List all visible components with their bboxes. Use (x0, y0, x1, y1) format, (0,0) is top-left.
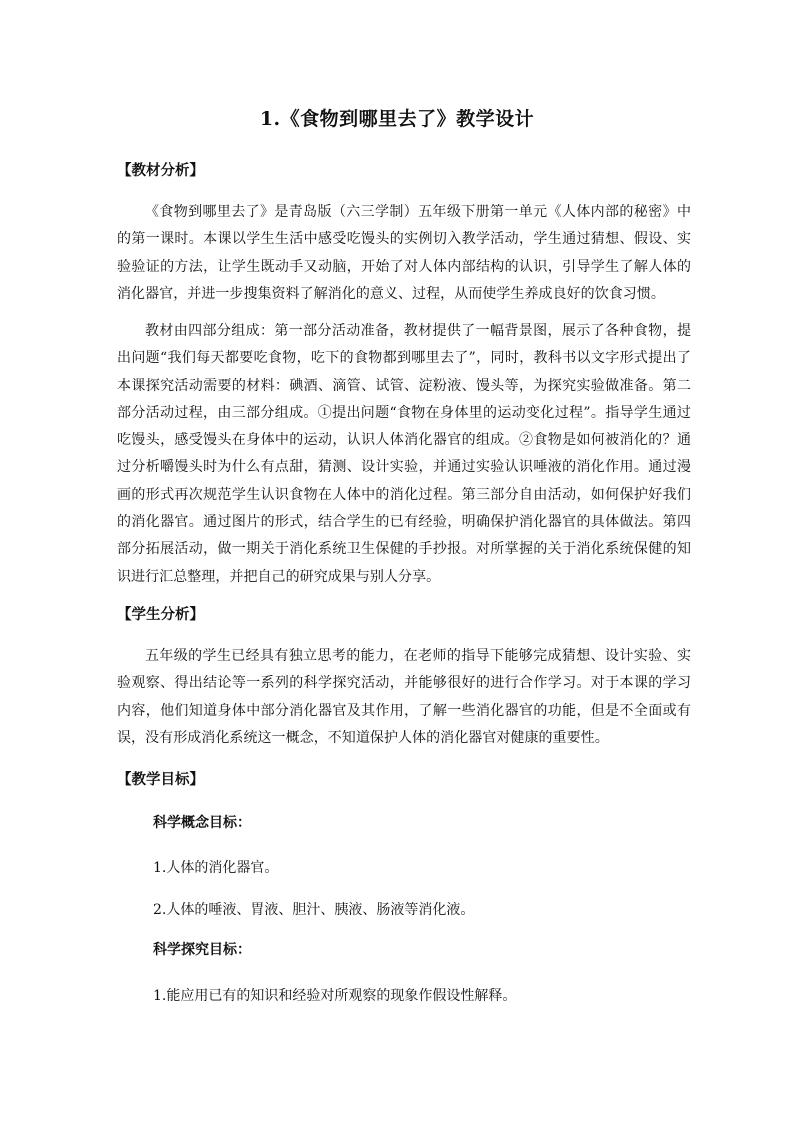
goal-label-science-inquiry: 科学探究目标： (153, 942, 251, 958)
paragraph-textbook-structure: 教材由四部分组成：第一部分活动准备，教材提供了一幅背景图，展示了各种食物，提出问题“我们每天都要吃食物，吃下的食物都到哪里去了”，同时，教科书以文字形式提出了本课探究活动需要的材料：碘酒、滴管、试管、淀粉液、馒头等，为探究实验做准备。第二部分活动过程，由三部分组成。①提出问题“食物在身体里的运动变化过程”。指导学生通过吃馒头，感受馒头在身体中的运动，认识人体消化器官的组成。②食物是如何被消化的？通过分析嚼馒头时为什么有点甜，猜测、设计实验，并通过实验认识唾液的消化作用。通过漫画的形式再次规范学生认识食物在人体中的消化过程。第三部分自由活动，如何保护好我们的消化器官。通过图片的形式，结合学生的已有经验，明确保护消化器官的具体做法。第四部分拓展活动，做一期关于消化系统卫生保健的手抄报。对所掌握的关于消化系统保健的知识进行汇总整理，并把自己的研究成果与别人分享。 (117, 323, 691, 585)
goal-item-concept-2: 2.人体的唾液、胃液、胆汁、胰液、肠液等消化液。 (153, 902, 475, 918)
goal-label-science-concept: 科学概念目标： (153, 815, 251, 831)
paragraph-student-analysis: 五年级的学生已经具有独立思考的能力，在老师的指导下能够完成猜想、设计实验、实验观察、得出结论等一系列的科学探究活动，并能够很好的进行合作学习。对于本课的学习内容，他们知道身体中部分消化器官及其作用，了解一些消化器官的功能，但是不全面或有误，没有形成消化系统这一概念，不知道保护人体的消化器官对健康的重要性。 (117, 648, 691, 746)
paragraph-textbook-intro: 《食物到哪里去了》是青岛版（六三学制）五年级下册第一单元《人体内部的秘密》中的第一课时。本课以学生生活中感受吃馒头的实例切入教学活动，学生通过猜想、假设、实验验证的方法，让学生既动手又动脑，开始了对人体内部结构的认识，引导学生了解人体的消化器官，并进一步搜集资料了解消化的意义、过程，从而使学生养成良好的饮食习惯。 (117, 204, 691, 302)
document-title: 1.《食物到哪里去了》教学设计 (259, 108, 535, 130)
section-heading-textbook-analysis: 【教材分析】 (117, 162, 204, 179)
section-heading-teaching-goals: 【教学目标】 (117, 771, 204, 788)
goal-item-inquiry-1: 1.能应用已有的知识和经验对所观察的现象作假设性解释。 (153, 988, 517, 1004)
goal-item-concept-1: 1.人体的消化器官。 (153, 860, 279, 876)
section-heading-student-analysis: 【学生分析】 (117, 606, 204, 623)
